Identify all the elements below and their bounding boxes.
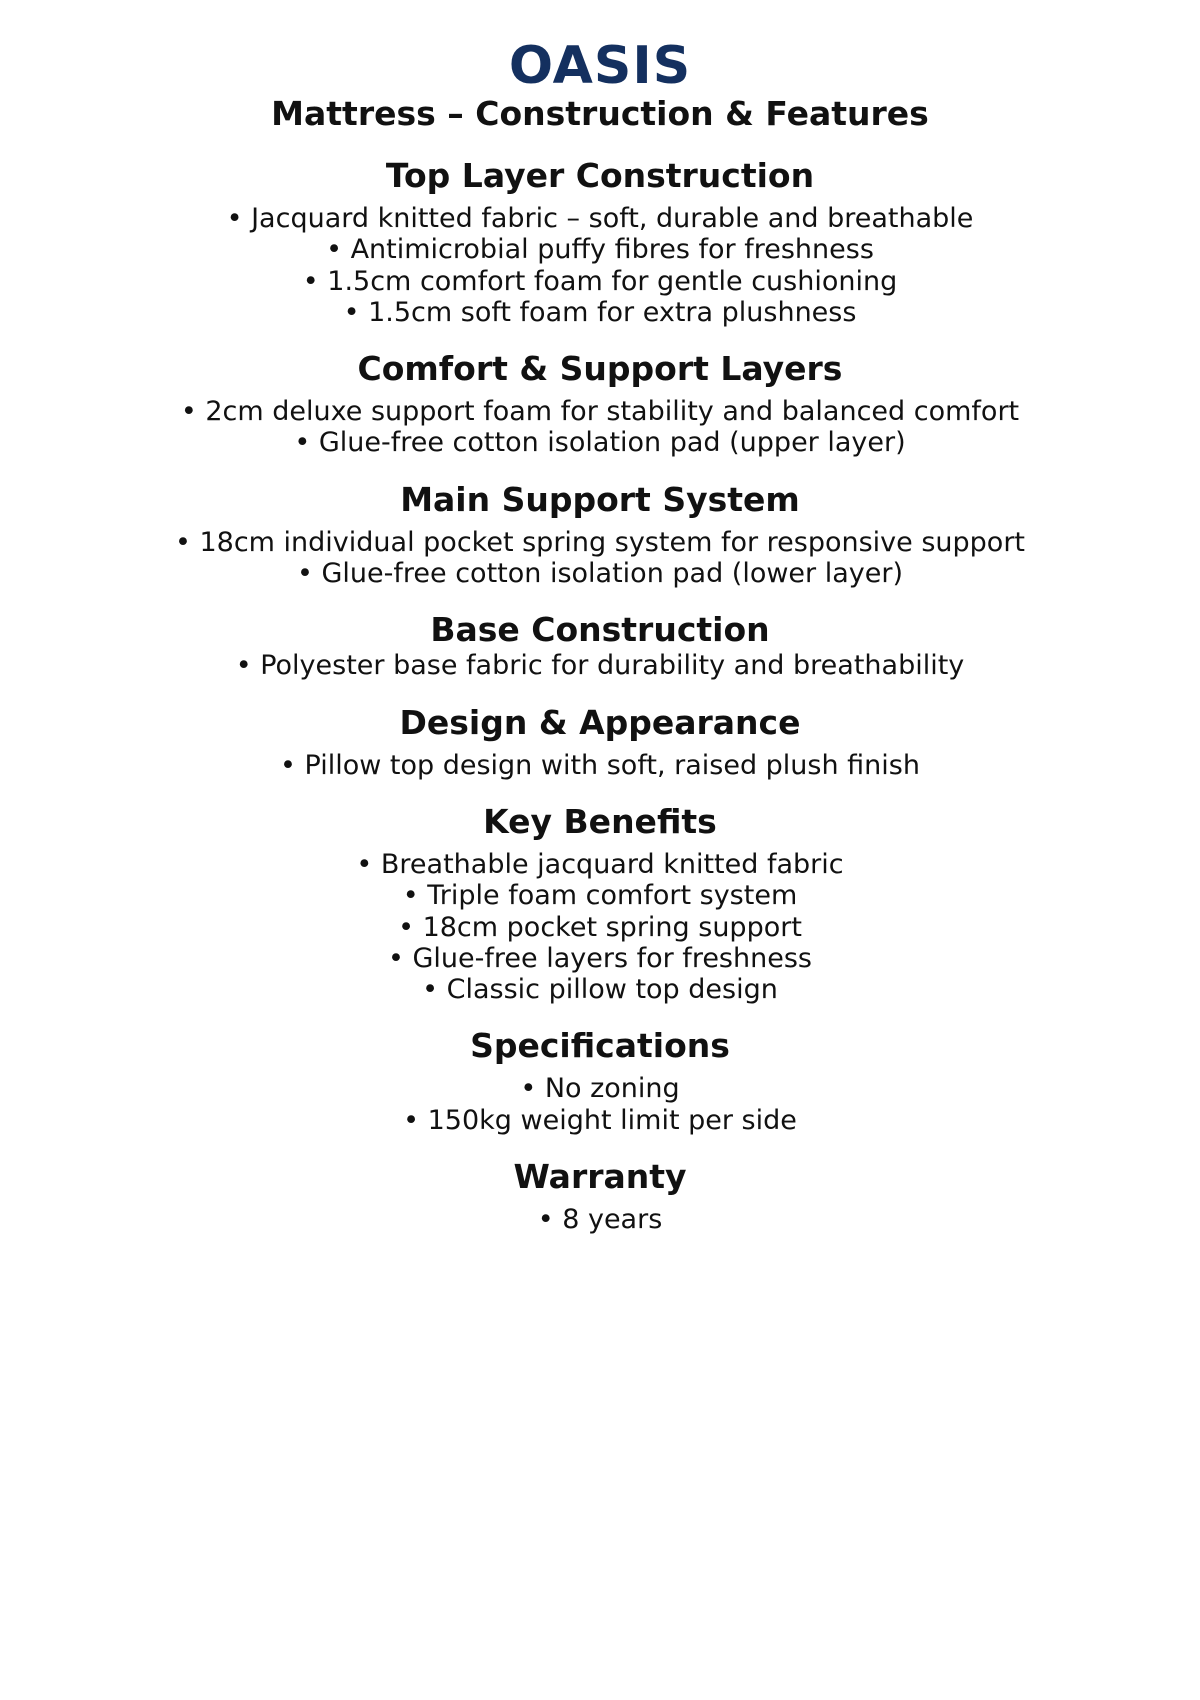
bullet-item: • Glue-free cotton isolation pad (lower layer): [296, 558, 903, 590]
bullet-item: • Triple foam comfort system: [402, 880, 798, 912]
section-heading: Comfort & Support Layers: [357, 349, 843, 389]
section: [0, 703, 1200, 781]
section-heading: Base Construction: [430, 610, 770, 650]
bullet-item: • 2cm deluxe support foam for stability and balanced comfort: [180, 396, 1020, 428]
document-subtitle: Mattress – Construction & Features: [271, 94, 929, 133]
bullet-list: [0, 203, 1200, 328]
bullet-item: • 1.5cm soft foam for extra plushness: [343, 296, 857, 328]
section: [0, 802, 1200, 1005]
section: [0, 480, 1200, 590]
bullet-item: • Pillow top design with soft, raised plush finish: [280, 749, 920, 781]
bullet-list: [0, 1204, 1200, 1235]
section-heading: Warranty: [513, 1157, 687, 1197]
bullet-item: • 1.5cm comfort foam for gentle cushioning: [302, 265, 898, 297]
bullet-item: • 18cm individual pocket spring system for responsive support: [174, 526, 1026, 558]
section-heading: Main Support System: [400, 479, 800, 519]
bullet-list: [0, 750, 1200, 781]
section: [0, 610, 1200, 681]
bullet-item: • Jacquard knitted fabric – soft, durable and breathable: [226, 203, 974, 234]
bullet-list: [0, 650, 1200, 681]
section-heading: Key Benefits: [483, 801, 717, 841]
bullet-item: • Breathable jacquard knitted fabric: [356, 848, 844, 880]
section: [0, 349, 1200, 459]
bullet-item: • Glue-free layers for freshness: [388, 942, 812, 974]
section-heading: Specifications: [470, 1026, 730, 1066]
section: [0, 1157, 1200, 1235]
section-heading: Top Layer Construction: [385, 156, 815, 195]
section: [0, 156, 1200, 328]
bullet-item: • 18cm pocket spring support: [398, 911, 802, 943]
bullet-list: [0, 396, 1200, 459]
sections-container: [0, 156, 1200, 1235]
bullet-item: • Polyester base fabric for durability and breathability: [235, 650, 965, 682]
section-heading: Design & Appearance: [399, 702, 801, 742]
bullet-list: [0, 527, 1200, 590]
bullet-item: • 150kg weight limit per side: [403, 1104, 797, 1136]
brand-title: OASIS: [508, 36, 692, 96]
bullet-list: [0, 1073, 1200, 1136]
bullet-item: • Antimicrobial puffy fibres for freshness: [326, 234, 874, 266]
section: [0, 1026, 1200, 1136]
bullet-item: • No zoning: [520, 1073, 680, 1105]
bullet-list: [0, 849, 1200, 1005]
bullet-item: • Glue-free cotton isolation pad (upper layer): [294, 427, 906, 459]
bullet-item: • 8 years: [537, 1204, 663, 1236]
bullet-item: • Classic pillow top design: [422, 974, 778, 1006]
